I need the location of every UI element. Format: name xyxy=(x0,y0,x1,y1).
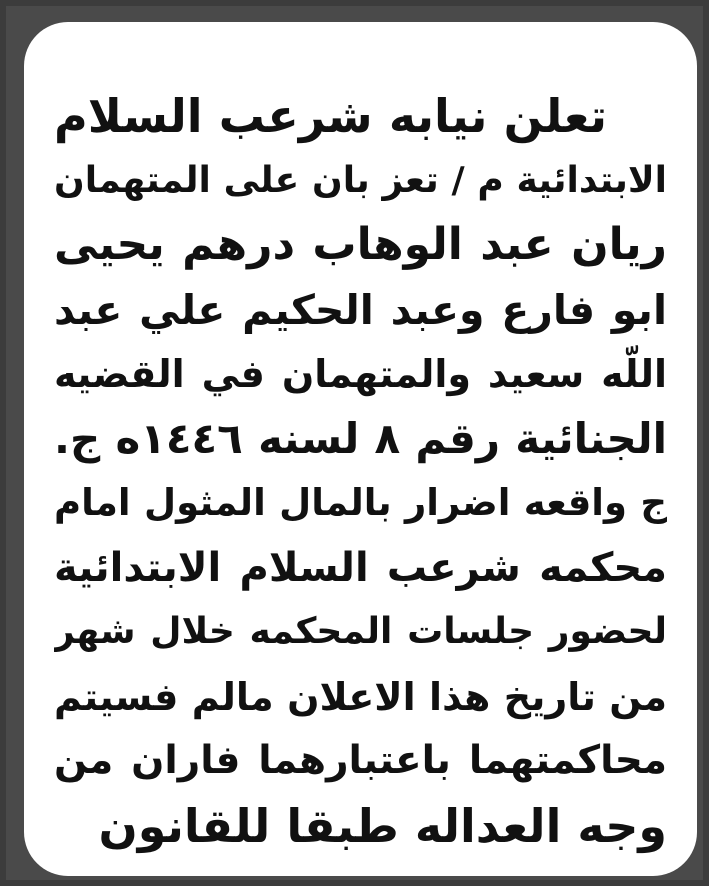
notice-line: ريان عبد الوهاب درهم يحيى xyxy=(54,219,667,270)
notice-line: ج واقعه اضرار بالمال المثول امام xyxy=(54,481,667,524)
notice-line: تعلن نيابه شرعب السلام xyxy=(54,89,607,143)
notice-line: الابتدائية م / تعز بان على المتهمان xyxy=(54,159,667,201)
notice-line: وجه العداله طبقا للقانون xyxy=(98,798,667,853)
notice-line: من تاريخ هذا الاعلان مالم فسيتم xyxy=(54,674,667,719)
notice-line: محكمه شرعب السلام الابتدائية xyxy=(54,544,667,591)
notice-text xyxy=(54,84,667,858)
notice-line: ابو فارع وعبد الحكيم علي عبد xyxy=(54,285,667,334)
notice-line: الجنائية رقم ٨ لسنه ١٤٤٦ه ج. xyxy=(54,413,667,463)
notice-card xyxy=(24,22,697,876)
notice-line: لحضور جلسات المحكمه خلال شهر xyxy=(54,611,667,652)
notice-line: محاكمتهما باعتبارهما فاران من xyxy=(54,738,667,783)
notice-line: اللّه سعيد والمتهمان في القضيه xyxy=(54,352,667,396)
